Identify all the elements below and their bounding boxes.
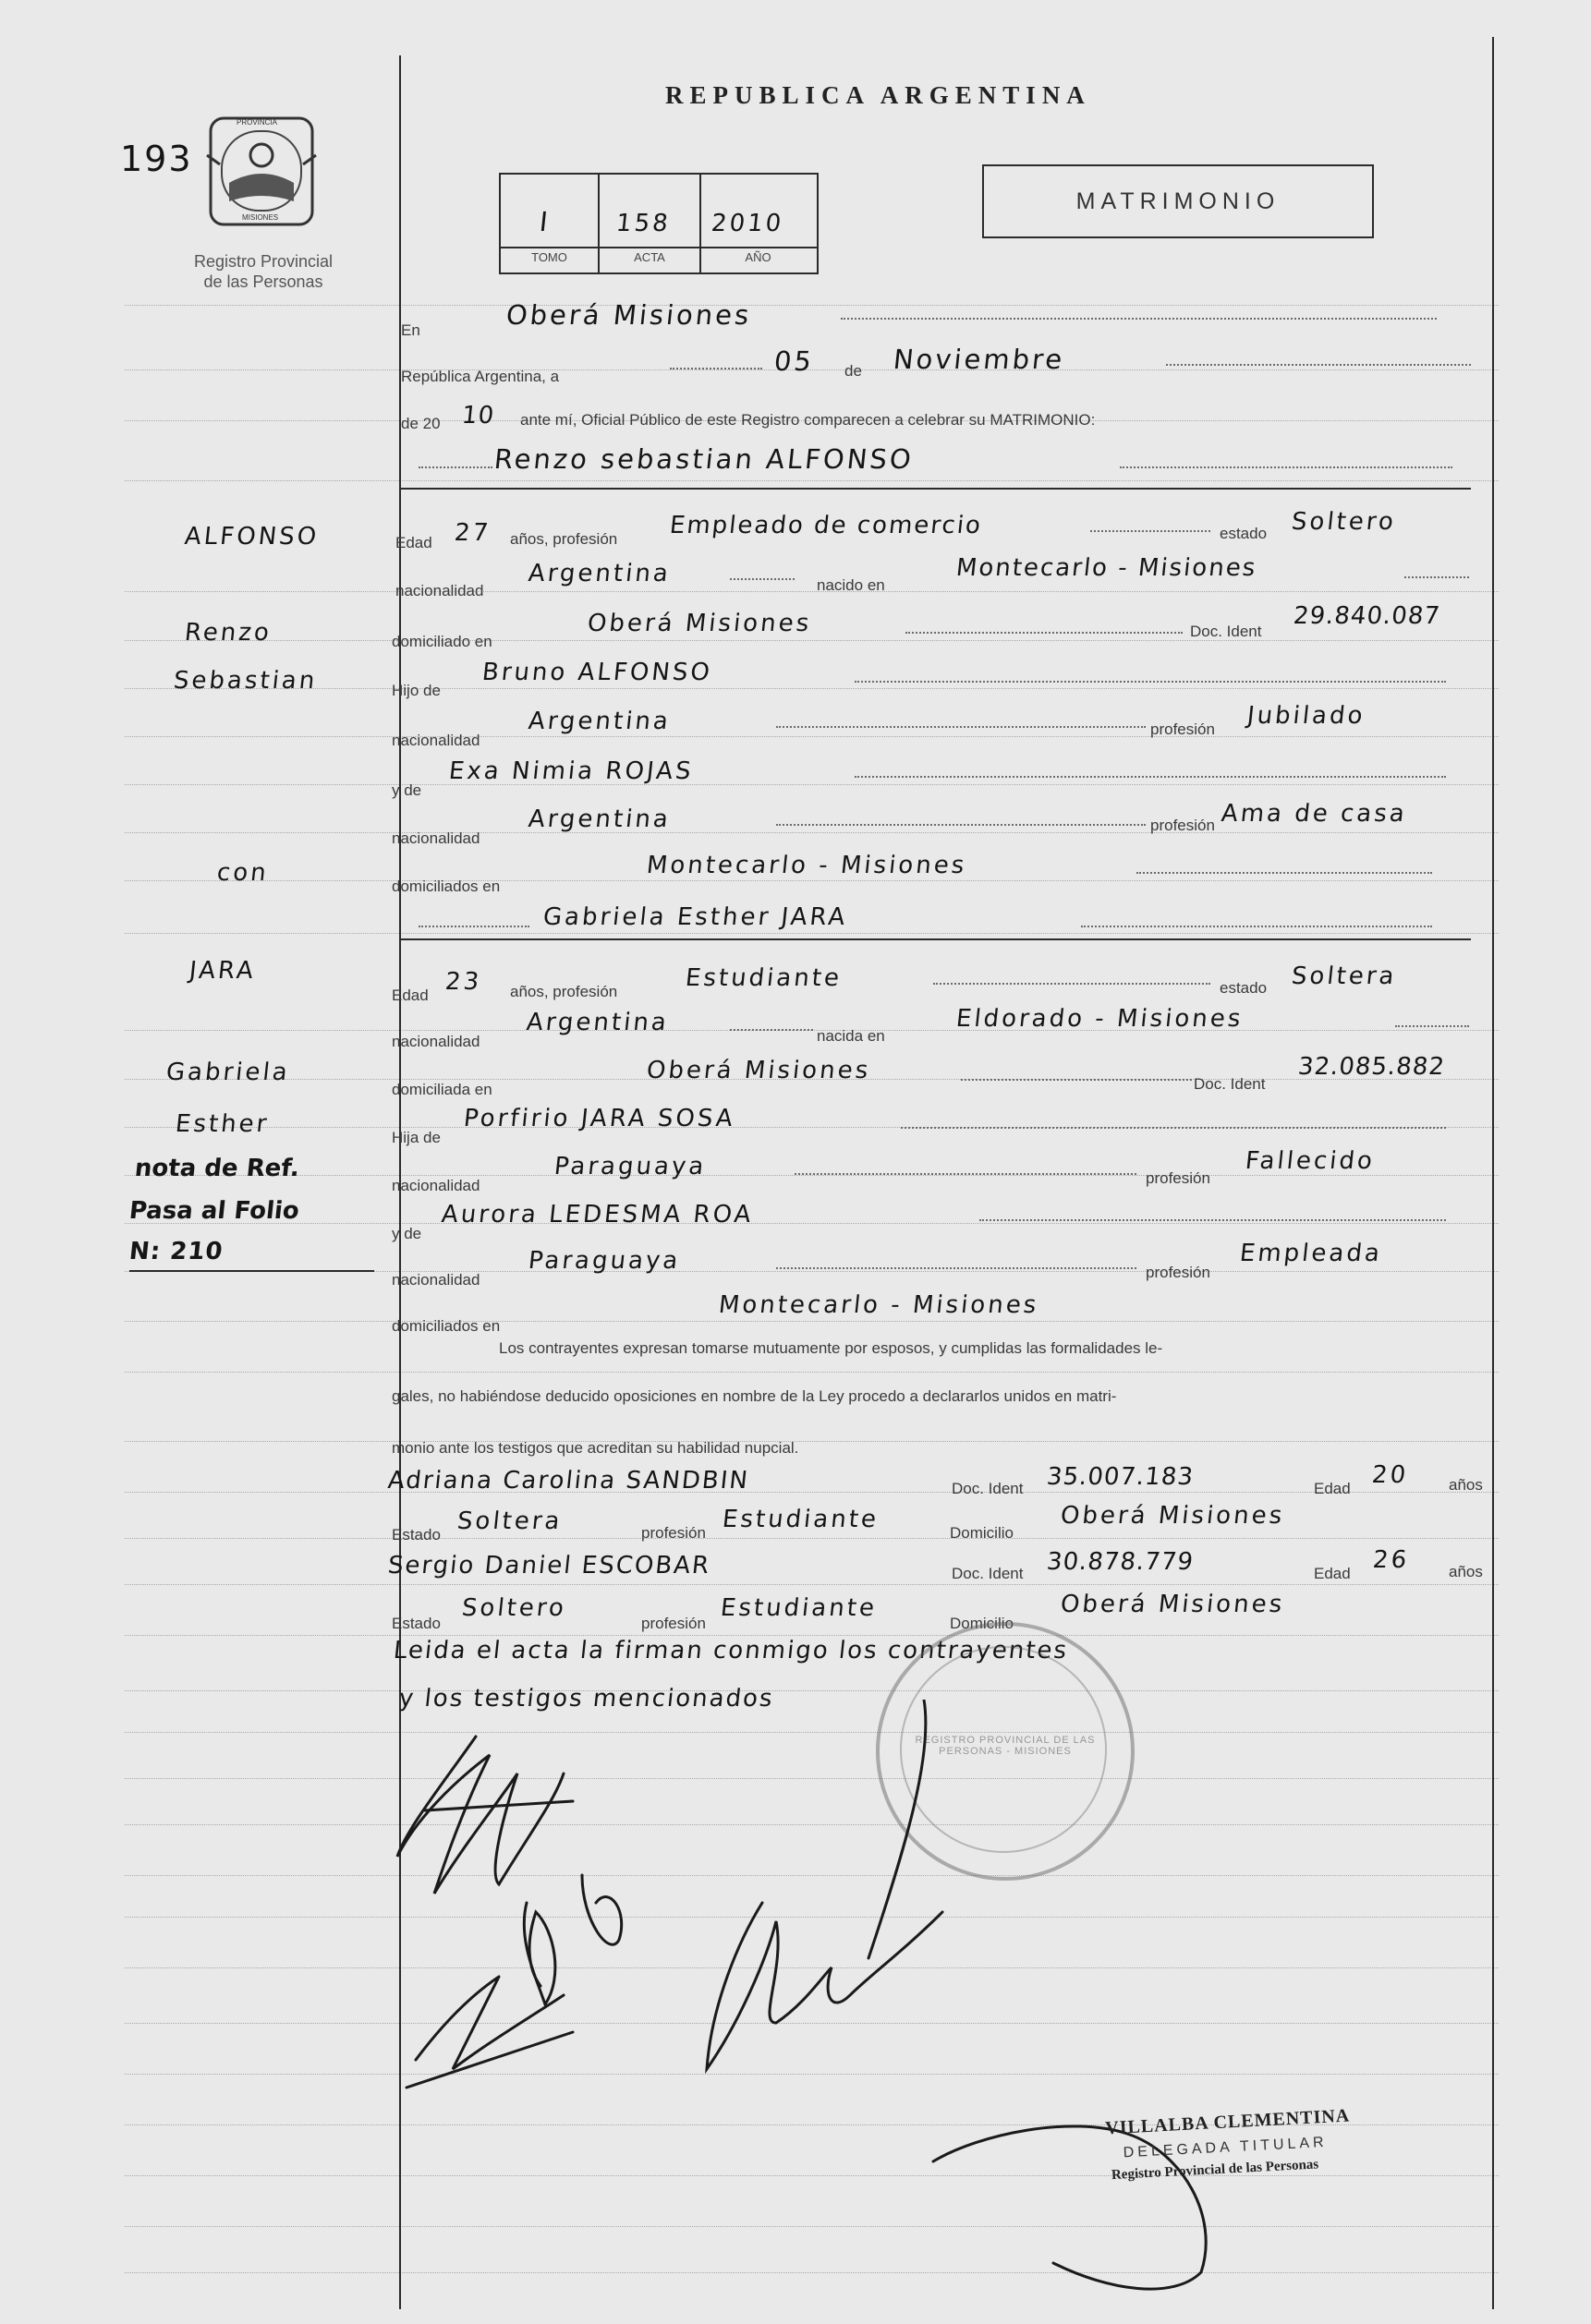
province-emblem	[201, 109, 322, 234]
en-label: En	[401, 321, 420, 339]
bride-domicile: Oberá Misiones	[645, 1057, 872, 1084]
bride-mother-profesion-label: profesión	[1146, 1264, 1210, 1281]
republica-label: República Argentina, a	[401, 368, 560, 385]
month-value: Noviembre	[892, 344, 1067, 375]
witness-1-age: 20	[1370, 1461, 1410, 1489]
groom-edad-label: Edad	[395, 534, 432, 551]
seal-text: REGISTRO PROVINCIAL DE LAS PERSONAS - MISIONES	[915, 1735, 1096, 1757]
groom-doc-number: 29.840.087	[1292, 602, 1442, 630]
official-stamp	[1102, 2094, 1439, 2213]
bride-father-name: Porfirio JARA SOSA	[462, 1105, 737, 1132]
record-type-box	[982, 164, 1374, 238]
margin-note-1: nota de Ref.	[133, 1155, 301, 1182]
bride-domiciliada-label: domiciliada en	[392, 1081, 492, 1098]
year-suffix-value: 10	[460, 402, 496, 430]
groom-father-profesion-label: profesión	[1150, 720, 1215, 738]
signatures	[388, 1700, 1451, 2309]
groom-anos-profesion-label: años, profesión	[510, 530, 618, 548]
bride-estado-label: estado	[1220, 979, 1268, 997]
registry-name-line1: Registro Provincial	[193, 252, 334, 271]
margin-connector: con	[215, 859, 271, 887]
witness-2-profession: Estudiante	[719, 1594, 879, 1622]
groom-domiciliado-label: domiciliado en	[392, 633, 492, 650]
margin-groom-surname: ALFONSO	[183, 523, 321, 551]
witness-1-domicile: Oberá Misiones	[1059, 1502, 1286, 1530]
bride-parents-domicile: Montecarlo - Misiones	[717, 1291, 1040, 1319]
witness-1-profession: Estudiante	[721, 1506, 881, 1533]
day-value: 05	[772, 345, 816, 377]
witness-1-domicilio-label: Domicilio	[950, 1524, 1014, 1542]
groom-father-profession: Jubilado	[1245, 702, 1367, 730]
margin-groom-name-1: Renzo	[183, 619, 273, 647]
witness-2-civil-status: Soltero	[460, 1594, 568, 1622]
groom-domicile: Oberá Misiones	[586, 610, 813, 637]
witness-2-anos-label: años	[1449, 1563, 1483, 1580]
bride-doc-label: Doc. Ident	[1194, 1075, 1266, 1093]
country-title: REPUBLICA ARGENTINA	[665, 81, 1091, 109]
groom-full-name: Renzo sebastian ALFONSO	[492, 443, 916, 475]
groom-parents-domicile: Montecarlo - Misiones	[645, 852, 968, 879]
tomo-value: I	[538, 206, 553, 237]
margin-note-3: N: 210	[128, 1238, 225, 1265]
bride-profession: Estudiante	[684, 964, 844, 992]
tomo-label: TOMO	[531, 250, 567, 264]
groom-mother-nacionalidad-label: nacionalidad	[392, 829, 480, 847]
witness-2-doc-number: 30.878.779	[1045, 1548, 1196, 1576]
groom-nacido-label: nacido en	[817, 576, 885, 594]
witness-2-domicilio-label: Domicilio	[950, 1615, 1014, 1632]
witness-1-name: Adriana Carolina SANDBIN	[386, 1467, 751, 1495]
margin-groom-name-2: Sebastian	[172, 667, 319, 695]
margin-bride-surname: JARA	[188, 957, 258, 985]
groom-yde-label: y de	[392, 781, 422, 799]
bride-civil-status: Soltera	[1290, 962, 1399, 990]
bride-full-name: Gabriela Esther JARA	[541, 903, 849, 931]
bride-father-nacionalidad-label: nacionalidad	[392, 1177, 480, 1194]
declaration-line-2: gales, no habiéndose deducido oposiciones en nombre de la Ley procedo a declararlos unidos en matri-	[392, 1387, 1117, 1405]
groom-hijo-label: Hijo de	[392, 682, 441, 699]
place-value: Oberá Misiones	[504, 299, 754, 331]
bride-yde-label: y de	[392, 1225, 422, 1242]
witness-1-edad-label: Edad	[1314, 1480, 1351, 1497]
bride-section-rule	[399, 938, 1471, 940]
groom-doc-label: Doc. Ident	[1190, 623, 1262, 640]
declaration-line-3: monio ante los testigos que acreditan su habilidad nupcial.	[392, 1439, 799, 1457]
witness-2-name: Sergio Daniel ESCOBAR	[386, 1552, 712, 1580]
bride-mother-nationality: Paraguaya	[527, 1247, 682, 1275]
bride-edad-label: Edad	[392, 986, 429, 1004]
witness-1-civil-status: Soltera	[455, 1507, 565, 1535]
bride-nationality: Argentina	[525, 1009, 671, 1036]
groom-mother-nationality: Argentina	[527, 805, 673, 833]
declaration-line-1: Los contrayentes expresan tomarse mutuamente por esposos, y cumplidas las formalidades le-	[499, 1339, 1163, 1357]
page-number: 193	[120, 139, 193, 179]
bride-nacionalidad-label: nacionalidad	[392, 1033, 480, 1050]
bride-doc-number: 32.085.882	[1296, 1053, 1447, 1081]
bride-nacida-label: nacida en	[817, 1027, 885, 1045]
groom-father-nationality: Argentina	[527, 708, 673, 735]
groom-age: 27	[453, 519, 492, 547]
acta-value: 158	[614, 210, 673, 237]
acta-label: ACTA	[634, 250, 665, 264]
witness-1-doc-number: 35.007.183	[1045, 1463, 1196, 1491]
de-label: de	[844, 362, 862, 380]
registry-name-line2: de las Personas	[203, 272, 323, 291]
margin-bride-name-2: Esther	[174, 1110, 271, 1138]
bride-mother-profession: Empleada	[1238, 1240, 1384, 1267]
bride-anos-profesion-label: años, profesión	[510, 983, 618, 1000]
witness-1-doc-label: Doc. Ident	[952, 1480, 1024, 1497]
official-stamp-line-2: DELEGADA TITULAR	[1123, 2134, 1329, 2161]
closing-line-2: y los testigos mencionados	[397, 1685, 776, 1713]
bride-domiciliados-label: domiciliados en	[392, 1317, 501, 1335]
groom-estado-label: estado	[1220, 525, 1268, 542]
witness-2-estado-label: Estado	[392, 1615, 441, 1632]
groom-profession: Empleado de comercio	[668, 512, 984, 539]
groom-mother-profesion-label: profesión	[1150, 817, 1215, 834]
witness-1-anos-label: años	[1449, 1476, 1483, 1494]
anio-label: AÑO	[745, 250, 771, 264]
bride-mother-nacionalidad-label: nacionalidad	[392, 1271, 480, 1289]
witness-2-domicile: Oberá Misiones	[1059, 1591, 1286, 1618]
margin-bride-name-1: Gabriela	[164, 1059, 292, 1086]
bride-hija-label: Hija de	[392, 1129, 441, 1146]
intro-text: ante mí, Oficial Público de este Registro comparecen a celebrar su MATRIMONIO:	[520, 411, 1096, 429]
record-number-box	[499, 173, 819, 274]
bride-age: 23	[443, 968, 483, 996]
right-border	[1492, 37, 1494, 2309]
bride-father-nationality: Paraguaya	[553, 1153, 708, 1180]
emblem-top-text: PROVINCIA	[237, 118, 278, 127]
groom-section-rule	[399, 488, 1471, 490]
witness-2-age: 26	[1371, 1546, 1411, 1574]
witness-1-estado-label: Estado	[392, 1526, 441, 1543]
margin-note-2: Pasa al Folio	[128, 1197, 301, 1225]
anio-value: 2010	[710, 210, 785, 237]
groom-mother-name: Exa Nimia ROJAS	[447, 757, 696, 785]
bride-father-profesion-label: profesión	[1146, 1169, 1210, 1187]
groom-domiciliados-label: domiciliados en	[392, 878, 501, 895]
record-type: MATRIMONIO	[1075, 188, 1281, 214]
groom-birthplace: Montecarlo - Misiones	[954, 554, 1258, 582]
bride-mother-name: Aurora LEDESMA ROA	[440, 1201, 755, 1229]
witness-2-edad-label: Edad	[1314, 1565, 1351, 1582]
emblem-bottom-text: MISIONES	[242, 213, 279, 222]
year-prefix-label: de 20	[401, 415, 441, 432]
official-stamp-line-3: Registro Provincial de las Personas	[1111, 2157, 1319, 2184]
witness-2-doc-label: Doc. Ident	[952, 1565, 1024, 1582]
groom-civil-status: Soltero	[1290, 508, 1398, 536]
witness-1-profesion-label: profesión	[641, 1524, 706, 1542]
bride-birthplace: Eldorado - Misiones	[954, 1005, 1245, 1033]
groom-father-name: Bruno ALFONSO	[480, 659, 714, 686]
groom-mother-profession: Ama de casa	[1220, 800, 1409, 828]
bride-father-profession: Fallecido	[1244, 1147, 1377, 1175]
registry-name	[157, 251, 370, 292]
witness-2-profesion-label: profesión	[641, 1615, 706, 1632]
margin-note-underline	[129, 1270, 374, 1272]
groom-father-nacionalidad-label: nacionalidad	[392, 732, 480, 749]
official-stamp-line-1: VILLALBA CLEMENTINA	[1104, 2105, 1351, 2139]
closing-line-1: Leida el acta la firman conmigo los contrayentes	[392, 1637, 1070, 1664]
groom-nacionalidad-label: nacionalidad	[395, 582, 484, 599]
groom-nationality: Argentina	[527, 560, 673, 587]
